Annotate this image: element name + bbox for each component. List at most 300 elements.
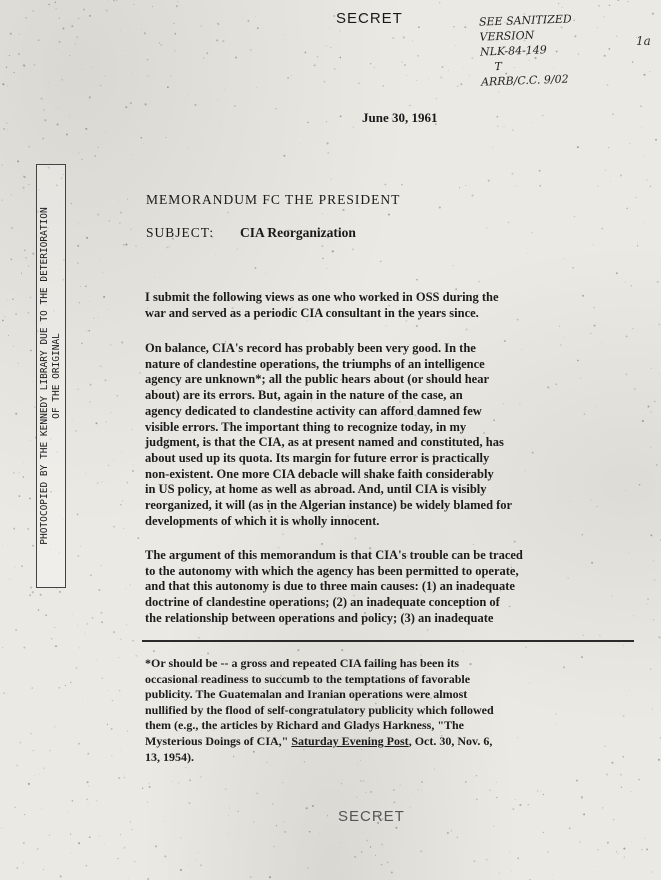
speckle-dot [331, 831, 332, 832]
speckle-dot [326, 45, 327, 46]
speckle-dot [497, 125, 498, 126]
speckle-dot [631, 791, 632, 792]
speckle-dot [542, 115, 543, 116]
speckle-dot [324, 81, 325, 82]
speckle-dot [118, 657, 119, 658]
speckle-dot [512, 129, 514, 131]
speckle-dot [89, 836, 91, 838]
speckle-dot [644, 156, 645, 157]
speckle-dot [77, 262, 79, 264]
speckle-dot [341, 649, 343, 651]
speckle-dot [15, 313, 17, 315]
speckle-dot [593, 245, 594, 246]
speckle-dot [514, 541, 516, 543]
speckle-dot [71, 25, 73, 27]
speckle-dot [85, 633, 86, 634]
subject-value: CIA Reorganization [240, 225, 356, 240]
speckle-dot [120, 212, 122, 214]
speckle-dot [353, 126, 354, 127]
speckle-dot [541, 791, 542, 792]
speckle-dot [381, 844, 383, 846]
speckle-dot [180, 869, 182, 871]
speckle-dot [656, 464, 658, 466]
speckle-dot [106, 10, 108, 12]
speckle-dot [511, 173, 513, 175]
speckle-dot [27, 528, 29, 530]
speckle-dot [329, 28, 330, 29]
paragraph-intro [145, 290, 633, 321]
text-line: developments of which it is wholly innocent. [145, 513, 380, 528]
handwritten-note-line: VERSION [479, 28, 535, 44]
text-line: about used up its quota. Its margin for future error is practically [145, 450, 490, 465]
speckle-dot [1, 828, 2, 829]
speckle-dot [87, 781, 89, 783]
speckle-dot [8, 335, 9, 336]
speckle-dot [63, 28, 65, 30]
speckle-dot [401, 184, 403, 186]
speckle-dot [564, 337, 565, 338]
speckle-dot [28, 146, 29, 147]
speckle-dot [91, 67, 92, 68]
speckle-dot [543, 832, 544, 833]
speckle-dot [319, 833, 320, 834]
speckle-dot [284, 831, 286, 833]
speckle-dot [440, 76, 442, 78]
speckle-dot [89, 384, 91, 386]
speckle-dot [152, 6, 153, 7]
speckle-dot [631, 285, 632, 286]
speckle-dot [486, 859, 488, 861]
speckle-dot [99, 835, 100, 836]
speckle-dot [453, 265, 454, 266]
speckle-dot [282, 782, 283, 783]
speckle-dot [30, 586, 32, 588]
speckle-dot [125, 244, 127, 246]
speckle-dot [154, 277, 155, 278]
speckle-dot [579, 842, 580, 843]
speckle-dot [80, 546, 81, 547]
speckle-dot [488, 180, 490, 182]
handwritten-note [479, 9, 632, 89]
speckle-dot [28, 184, 29, 185]
speckle-dot [465, 185, 466, 186]
speckle-dot [463, 69, 464, 70]
speckle-dot [23, 842, 25, 844]
text-line: about) are its errors. But, again in the nature of the case, an [145, 388, 463, 403]
speckle-dot [89, 15, 91, 17]
speckle-dot [132, 464, 133, 465]
speckle-dot [38, 39, 40, 41]
speckle-dot [653, 619, 654, 620]
speckle-dot [170, 75, 172, 77]
subject-label: SUBJECT: [146, 225, 215, 240]
speckle-dot [234, 105, 236, 107]
speckle-dot [15, 413, 17, 415]
speckle-dot [118, 777, 120, 779]
speckle-dot [112, 700, 114, 702]
speckle-dot [609, 4, 611, 6]
speckle-dot [7, 694, 8, 695]
speckle-dot [98, 355, 99, 356]
speckle-dot [473, 860, 475, 862]
speckle-dot [86, 865, 88, 867]
speckle-dot [89, 301, 90, 302]
speckle-dot [38, 774, 39, 775]
speckle-dot [602, 807, 603, 808]
speckle-dot [321, 245, 323, 247]
speckle-dot [639, 779, 640, 780]
speckle-dot [106, 421, 107, 422]
speckle-dot [24, 66, 25, 67]
speckle-dot [11, 227, 12, 228]
speckle-dot [657, 281, 659, 283]
speckle-dot [7, 129, 8, 130]
speckle-dot [434, 769, 435, 770]
speckle-dot [478, 281, 479, 282]
speckle-dot [84, 402, 85, 403]
speckle-dot [658, 324, 660, 326]
speckle-dot [421, 790, 422, 791]
speckle-dot [217, 99, 218, 100]
speckle-dot [66, 133, 68, 135]
speckle-dot [406, 75, 407, 76]
speckle-dot [117, 395, 118, 396]
speckle-dot [254, 267, 256, 269]
speckle-dot [55, 645, 57, 647]
speckle-dot [404, 64, 406, 66]
speckle-dot [515, 186, 516, 187]
speckle-dot [256, 793, 257, 794]
speckle-dot [147, 59, 149, 61]
speckle-dot [19, 742, 21, 744]
speckle-dot [476, 775, 477, 776]
speckle-dot [412, 40, 413, 41]
speckle-dot [177, 1, 178, 2]
speckle-dot [653, 561, 654, 562]
speckle-dot [370, 791, 372, 793]
text-line: and that this autonomy is due to three main causes: (1) an inadequate [145, 579, 515, 594]
speckle-dot [104, 844, 105, 845]
speckle-dot [168, 246, 169, 247]
speckle-dot [324, 81, 325, 82]
speckle-dot [48, 4, 50, 6]
speckle-dot [221, 126, 222, 127]
speckle-dot [120, 504, 122, 506]
speckle-dot [77, 625, 78, 626]
speckle-dot [41, 809, 42, 810]
speckle-dot [255, 16, 256, 17]
speckle-dot [21, 565, 22, 566]
speckle-dot [11, 227, 12, 228]
speckle-dot [307, 122, 308, 123]
speckle-dot [460, 83, 462, 85]
speckle-dot [72, 420, 73, 421]
speckle-dot [648, 406, 650, 408]
speckle-dot [2, 545, 3, 546]
speckle-dot [114, 459, 115, 460]
speckle-dot [646, 848, 648, 850]
speckle-dot [439, 2, 440, 3]
speckle-dot [33, 10, 34, 11]
speckle-dot [125, 106, 127, 108]
speckle-dot [141, 29, 142, 30]
speckle-dot [447, 274, 448, 275]
speckle-dot [306, 807, 308, 809]
speckle-dot [95, 155, 97, 157]
speckle-dot [334, 68, 336, 70]
speckle-dot [590, 333, 591, 334]
speckle-dot [647, 603, 648, 604]
text-line: the relationship between operations and policy; (3) an inadequate [145, 610, 494, 625]
speckle-dot [132, 72, 133, 73]
footnote-line [145, 734, 633, 750]
text-line: The argument of this memorandum is that CIA's trouble can be traced [145, 548, 523, 562]
speckle-dot [570, 867, 571, 868]
speckle-dot [216, 39, 218, 41]
speckle-dot [17, 160, 19, 162]
footnote-line: nullified by the flood of self-congratulatory publicity which followed [145, 702, 494, 717]
photocopy-stamp-text [39, 171, 63, 581]
speckle-dot [78, 681, 79, 682]
speckle-dot [317, 56, 319, 58]
speckle-dot [180, 837, 181, 838]
speckle-dot [496, 116, 498, 118]
speckle-dot [44, 767, 45, 768]
speckle-dot [171, 781, 172, 782]
speckle-dot [131, 829, 132, 830]
speckle-dot [620, 174, 622, 176]
speckle-dot [118, 201, 119, 202]
speckle-dot [14, 807, 16, 809]
speckle-dot [15, 629, 17, 631]
speckle-dot [124, 774, 125, 775]
speckle-dot [61, 79, 63, 81]
speckle-dot [392, 37, 394, 39]
speckle-dot [18, 363, 19, 364]
speckle-dot [113, 0, 115, 1]
speckle-dot [120, 30, 121, 31]
speckle-dot [23, 462, 24, 463]
speckle-dot [43, 109, 45, 111]
speckle-dot [56, 588, 57, 589]
speckle-dot [651, 872, 652, 873]
speckle-dot [32, 381, 33, 382]
speckle-dot [642, 408, 643, 409]
speckle-dot [625, 282, 626, 283]
speckle-dot [618, 853, 619, 854]
speckle-dot [19, 34, 20, 35]
speckle-dot [197, 852, 198, 853]
text-line: agency are unknown*; all the public hears about (or should hear [145, 372, 490, 387]
handwritten-note-line: ARRB/C.C. 9/02 [480, 72, 569, 89]
speckle-dot [409, 105, 410, 106]
speckle-dot [44, 119, 46, 121]
speckle-dot [608, 147, 609, 148]
speckle-dot [167, 86, 169, 88]
speckle-dot [69, 604, 70, 605]
speckle-dot [164, 855, 166, 857]
speckle-dot [276, 825, 277, 826]
speckle-dot [149, 786, 151, 788]
speckle-dot [108, 465, 110, 467]
speckle-dot [312, 805, 314, 807]
speckle-dot [176, 5, 178, 7]
speckle-dot [246, 849, 247, 850]
speckle-dot [59, 18, 60, 19]
speckle-dot [141, 137, 143, 139]
speckle-dot [110, 344, 112, 346]
stamp-line-2: OF THE ORIGINAL [51, 333, 62, 419]
speckle-dot [559, 326, 560, 327]
speckle-dot [101, 481, 102, 482]
speckle-dot [651, 447, 652, 448]
speckle-dot [100, 365, 102, 367]
speckle-dot [265, 273, 266, 274]
speckle-dot [16, 867, 18, 869]
speckle-dot [77, 245, 79, 247]
speckle-dot [650, 412, 651, 413]
speckle-dot [9, 55, 10, 56]
speckle-dot [173, 23, 174, 24]
speckle-dot [59, 687, 61, 689]
footnote-line: publicity. The Guatemalan and Iranian operations were almost [145, 687, 468, 702]
speckle-dot [601, 228, 603, 230]
speckle-dot [127, 731, 128, 732]
speckle-dot [37, 848, 38, 849]
text-line: visible errors. The important thing to recognize today, in my [145, 419, 467, 434]
speckle-dot [562, 7, 563, 8]
speckle-dot [88, 718, 89, 719]
speckle-dot [654, 579, 656, 581]
speckle-dot [116, 125, 117, 126]
speckle-dot [451, 830, 452, 831]
speckle-dot [519, 804, 521, 806]
speckle-dot [652, 708, 653, 709]
speckle-dot [3, 692, 4, 693]
speckle-dot [463, 651, 464, 652]
speckle-dot [97, 482, 98, 483]
speckle-dot [86, 237, 88, 239]
speckle-dot [206, 52, 208, 54]
speckle-dot [30, 296, 32, 298]
speckle-dot [282, 534, 284, 536]
speckle-dot [65, 685, 66, 686]
speckle-dot [496, 797, 497, 798]
speckle-dot [126, 624, 127, 625]
speckle-dot [471, 57, 473, 59]
speckle-dot [130, 584, 131, 585]
speckle-dot [361, 851, 362, 852]
text-line: I submit the following views as one who worked in OSS during the [145, 290, 499, 304]
handwritten-note-line: SEE SANITIZED [478, 12, 572, 29]
speckle-dot [627, 1, 628, 2]
speckle-dot [120, 150, 121, 151]
speckle-dot [650, 186, 651, 187]
speckle-dot [80, 286, 81, 287]
speckle-dot [25, 257, 27, 259]
speckle-dot [388, 214, 390, 216]
speckle-dot [48, 82, 49, 83]
speckle-dot [511, 871, 512, 872]
speckle-dot [188, 865, 189, 866]
speckle-dot [85, 285, 87, 287]
speckle-dot [623, 848, 625, 850]
speckle-dot [123, 847, 125, 849]
speckle-dot [29, 498, 31, 500]
speckle-dot [122, 50, 123, 51]
speckle-dot [28, 312, 30, 314]
speckle-dot [31, 687, 33, 689]
speckle-dot [569, 827, 571, 829]
speckle-dot [13, 346, 14, 347]
speckle-dot [314, 64, 316, 66]
speckle-dot [153, 650, 155, 652]
speckle-dot [13, 472, 15, 474]
speckle-dot [86, 134, 87, 135]
speckle-dot [101, 621, 103, 623]
speckle-dot [599, 635, 600, 636]
footnote-divider [142, 640, 634, 642]
text-line: non-existent. One more CIA debacle will shake faith considerably [145, 466, 494, 481]
speckle-dot [597, 185, 598, 186]
speckle-dot [457, 86, 458, 87]
speckle-dot [200, 865, 201, 866]
speckle-dot [633, 615, 634, 616]
speckle-dot [165, 137, 166, 138]
speckle-dot [195, 104, 197, 106]
speckle-dot [82, 697, 83, 698]
speckle-dot [327, 815, 328, 816]
speckle-dot [109, 220, 111, 222]
speckle-dot [354, 856, 356, 858]
text-line: war and served as a periodic CIA consultant in the years since. [145, 305, 479, 320]
speckle-dot [98, 317, 99, 318]
speckle-dot [486, 228, 487, 229]
speckle-dot [23, 647, 25, 649]
speckle-dot [340, 31, 341, 32]
speckle-dot [382, 85, 384, 87]
speckle-dot [127, 199, 128, 200]
speckle-dot [517, 857, 519, 859]
speckle-dot [49, 835, 50, 836]
speckle-dot [103, 296, 105, 298]
speckle-dot [606, 774, 608, 776]
speckle-dot [493, 805, 494, 806]
speckle-dot [100, 565, 101, 566]
speckle-dot [393, 789, 395, 791]
speckle-dot [2, 647, 3, 648]
speckle-dot [227, 212, 229, 214]
speckle-dot [632, 61, 634, 63]
speckle-dot [97, 214, 99, 216]
speckle-dot [40, 594, 42, 596]
speckle-dot [77, 555, 79, 557]
speckle-dot [2, 320, 4, 322]
speckle-dot [34, 64, 36, 66]
speckle-dot [134, 861, 135, 862]
speckle-dot [59, 591, 61, 593]
speckle-dot [493, 826, 494, 827]
speckle-dot [370, 63, 371, 64]
speckle-dot [30, 440, 31, 441]
speckle-dot [374, 67, 375, 68]
speckle-dot [577, 146, 579, 148]
speckle-dot [339, 842, 340, 843]
speckle-dot [122, 500, 123, 501]
speckle-dot [229, 807, 230, 808]
footnote-line: *Or should be -- a gross and repeated CIA failing has been its [145, 656, 460, 670]
speckle-dot [117, 130, 118, 131]
